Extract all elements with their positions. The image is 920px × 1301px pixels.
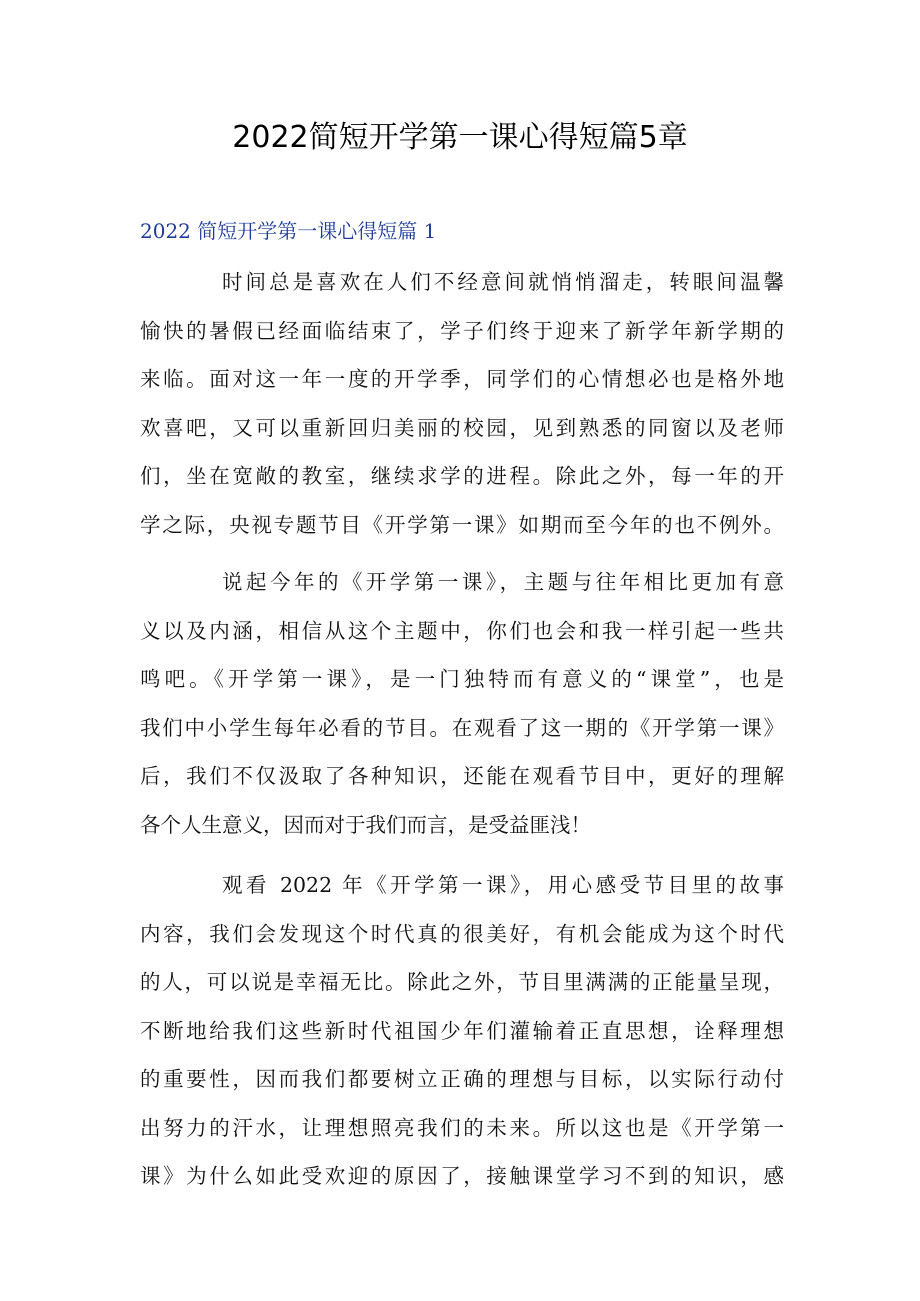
paragraph-text bbox=[140, 861, 784, 1201]
paragraph-line: 们，坐在宽敞的教室，继续求学的进程。除此之外，每一年的开 bbox=[140, 464, 784, 488]
paragraph-line: 愉快的暑假已经面临结束了，学子们终于迎来了新学年新学期的 bbox=[140, 318, 784, 343]
document-title: 2022简短开学第一课心得短篇5章 bbox=[232, 120, 688, 155]
paragraph-2 bbox=[140, 558, 784, 849]
paragraph-line: 各个人生意义，因而对于我们而言，是受益匪浅！ bbox=[140, 812, 591, 837]
paragraph-line: 的重要性，因而我们都要树立正确的理想与目标，以实际行动付 bbox=[140, 1067, 784, 1091]
paragraph-line: 不断地给我们这些新时代祖国少年们灌输着正直思想，诠释理想 bbox=[140, 1018, 784, 1043]
paragraph-line: 的人，可以说是幸福无比。除此之外，节目里满满的正能量呈现， bbox=[140, 970, 784, 994]
section-heading: 2022 简短开学第一课心得短篇 1 bbox=[140, 219, 437, 243]
paragraph-line: 观看 2022 年《开学第一课》，用心感受节目里的故事 bbox=[222, 873, 784, 897]
paragraph-1 bbox=[140, 258, 784, 549]
paragraph-3 bbox=[140, 861, 784, 1201]
paragraph-line: 欢喜吧，又可以重新回归美丽的校园，见到熟悉的同窗以及老师 bbox=[140, 415, 784, 440]
paragraph-line: 后，我们不仅汲取了各种知识，还能在观看节目中，更好的理解 bbox=[140, 764, 784, 788]
paragraph-line: 来临。面对这一年一度的开学季，同学们的心情想必也是格外地 bbox=[140, 367, 784, 391]
paragraph-line: 鸣吧。《开学第一课》，是一门独特而有意义的“课堂”，也是 bbox=[140, 667, 784, 691]
paragraph-line: 我们中小学生每年必看的节目。在观看了这一期的《开学第一课》 bbox=[140, 715, 784, 740]
paragraph-line: 课》为什么如此受欢迎的原因了，接触课堂学习不到的知识，感 bbox=[140, 1164, 784, 1188]
paragraph-text bbox=[140, 558, 784, 849]
paragraph-line: 说起今年的《开学第一课》，主题与往年相比更加有意 bbox=[222, 570, 784, 594]
paragraph-line: 义以及内涵，相信从这个主题中，你们也会和我一样引起一些共 bbox=[140, 618, 784, 643]
paragraph-line: 学之际，央视专题节目《开学第一课》如期而至今年的也不例外。 bbox=[140, 512, 784, 537]
paragraph-line: 出努力的汗水，让理想照亮我们的未来。所以这也是《开学第一 bbox=[140, 1115, 784, 1140]
paragraph-line: 时间总是喜欢在人们不经意间就悄悄溜走，转眼间温馨 bbox=[222, 270, 784, 294]
paragraph-line: 内容，我们会发现这个时代真的很美好，有机会能成为这个时代 bbox=[140, 921, 784, 946]
paragraph-text bbox=[140, 258, 784, 549]
